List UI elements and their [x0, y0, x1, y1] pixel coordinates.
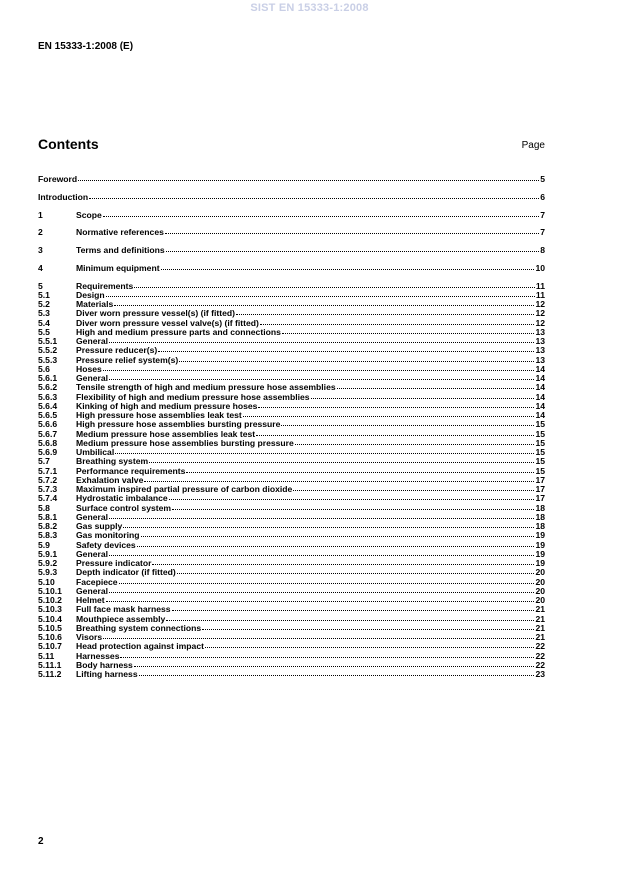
- toc-entry-title: Diver worn pressure vessel(s) (if fitted): [76, 308, 236, 319]
- toc-entry-number: 5.7.2: [38, 474, 58, 485]
- toc-entry-number: 4: [38, 262, 43, 273]
- toc-entry-page: 11: [535, 280, 545, 291]
- toc-entry-number: 5.7.3: [38, 484, 58, 494]
- toc-entry-title: Minimum equipment: [76, 262, 160, 273]
- toc-entry-title: Hoses: [76, 363, 102, 374]
- toc-entry-title: Breathing system: [76, 456, 149, 467]
- toc-entry-page: 18: [535, 502, 545, 513]
- toc-entry-page: 18: [535, 521, 545, 531]
- toc-entry-number: 1: [38, 209, 43, 220]
- toc-entry-page: 18: [535, 511, 545, 522]
- toc-dot-leader: [202, 623, 534, 630]
- toc-dot-leader: [103, 632, 534, 639]
- toc-entry-number: 5.10.7: [38, 641, 62, 652]
- toc-entry-page: 22: [535, 641, 545, 652]
- toc-entry-page: 20: [535, 567, 545, 578]
- toc-entry-title: General: [76, 585, 109, 596]
- toc-entry[interactable]: [38, 228, 545, 237]
- toc-dot-leader: [258, 401, 534, 408]
- toc-dot-leader: [123, 521, 534, 528]
- toc-entry-number: 5.6.6: [38, 419, 58, 430]
- toc-entry-number: 5.9.2: [38, 558, 58, 568]
- toc-entry-number: 5.8: [38, 502, 50, 513]
- toc-entry[interactable]: [38, 246, 545, 255]
- toc-entry-number: 5.5: [38, 326, 50, 337]
- toc-entry-number: 5.10.5: [38, 622, 62, 633]
- toc-entry[interactable]: [38, 264, 545, 273]
- toc-dot-leader: [260, 318, 535, 325]
- toc-dot-leader: [172, 604, 535, 611]
- toc-entry-number: 5.6.1: [38, 373, 58, 383]
- toc-entry-title: Introduction: [38, 191, 89, 202]
- toc-entry-number: 5.8.2: [38, 521, 58, 531]
- toc-entry-number: 5.6.8: [38, 437, 58, 448]
- toc-dot-leader: [119, 577, 535, 584]
- toc-entry-page: 15: [535, 437, 545, 448]
- toc-entry-title: Maximum inspired partial pressure of carbon dioxide: [76, 484, 293, 494]
- toc-entry[interactable]: [38, 211, 545, 220]
- toc-entry-title: Pressure relief system(s): [76, 354, 179, 365]
- toc-entry-title: Tensile strength of high and medium pressure hose assemblies: [76, 382, 336, 393]
- toc-entry-number: 5.11.1: [38, 659, 62, 670]
- toc-entry-page: 15: [535, 465, 545, 476]
- toc-entry-page: 12: [535, 308, 545, 319]
- toc-entry-number: 5.7: [38, 456, 50, 467]
- toc-dot-leader: [134, 281, 535, 288]
- toc-entry-title: Body harness: [76, 659, 133, 670]
- toc-entry-title: Materials: [76, 299, 114, 309]
- toc-entry-number: 5.10.3: [38, 604, 62, 615]
- toc-entry-number: 5.6.4: [38, 400, 58, 411]
- toc-entry-page: 19: [535, 530, 545, 541]
- toc-dot-leader: [172, 503, 534, 510]
- toc-entry-page: 11: [535, 289, 545, 300]
- toc-entry-number: 5.9: [38, 539, 50, 550]
- toc-entry-title: Umbilical: [76, 447, 115, 457]
- toc-dot-leader: [120, 651, 534, 658]
- page-column-label: Page: [521, 140, 545, 151]
- toc-entry-title: Facepiece: [76, 576, 118, 587]
- toc-entry[interactable]: [38, 193, 545, 202]
- toc-dot-leader: [144, 475, 534, 482]
- toc-entry-number: 5.5.2: [38, 345, 58, 356]
- toc-entry-title: Terms and definitions: [76, 245, 165, 255]
- toc-entry-title: High pressure hose assemblies bursting pressure: [76, 419, 281, 430]
- toc-entry-number: 5: [38, 280, 43, 291]
- toc-entry-page: 5: [540, 174, 545, 184]
- toc-dot-leader: [165, 227, 539, 234]
- toc-dot-leader: [293, 484, 534, 491]
- document-id: EN 15333-1:2008 (E): [38, 41, 134, 52]
- toc-dot-leader: [205, 641, 534, 648]
- toc-dot-leader: [109, 336, 534, 343]
- toc-entry-title: General: [76, 548, 109, 559]
- toc-entry-number: 5.4: [38, 317, 50, 328]
- toc-entry-page: 17: [535, 493, 545, 504]
- toc-entry-title: Flexibility of high and medium pressure hose assemblies: [76, 391, 310, 402]
- toc-entry-page: 7: [540, 227, 545, 238]
- toc-entry-page: 10: [535, 262, 545, 273]
- toc-dot-leader: [89, 192, 539, 199]
- toc-dot-leader: [256, 429, 534, 436]
- toc-entry-page: 17: [535, 474, 545, 485]
- toc-entry-title: Visors: [76, 632, 103, 642]
- toc-entry-title: Pressure reducer(s): [76, 345, 158, 356]
- watermark-text: SIST EN 15333-1:2008: [250, 2, 369, 14]
- toc-dot-leader: [137, 540, 535, 547]
- toc-dot-leader: [152, 558, 534, 565]
- toc-dot-leader: [177, 567, 535, 574]
- toc-dot-leader: [78, 174, 539, 181]
- toc-entry-title: Mouthpiece assembly: [76, 613, 166, 624]
- toc-entry-title: Exhalation valve: [76, 474, 144, 485]
- toc-entry-title: Gas supply: [76, 521, 123, 531]
- toc-entry-page: 22: [535, 659, 545, 670]
- toc-dot-leader: [166, 614, 534, 621]
- toc-entry-page: 17: [535, 484, 545, 494]
- toc-entry-page: 20: [535, 585, 545, 596]
- toc-entry-number: 5.3: [38, 308, 50, 319]
- toc-entry-title: Medium pressure hose assemblies leak test: [76, 428, 256, 439]
- toc-entry-title: High and medium pressure parts and connections: [76, 326, 281, 337]
- toc-entry-number: 5.7.1: [38, 465, 58, 476]
- toc-entry-page: 14: [535, 410, 545, 420]
- toc-entry-title: Depth indicator (if fitted): [76, 567, 176, 578]
- toc-dot-leader: [103, 364, 535, 371]
- toc-entry-number: 5.10: [38, 576, 55, 587]
- toc-entry-page: 13: [535, 326, 545, 337]
- toc-entry-number: 5.6.2: [38, 382, 58, 393]
- toc-entry[interactable]: [38, 670, 545, 679]
- toc-entry-page: 14: [535, 391, 545, 402]
- toc-entry-title: Design: [76, 289, 105, 300]
- toc-dot-leader: [236, 308, 534, 315]
- toc-entry-page: 19: [535, 548, 545, 559]
- toc-entry-number: 5.6: [38, 363, 50, 374]
- toc-entry-page: 19: [535, 539, 545, 550]
- toc-entry-title: Harnesses: [76, 650, 120, 661]
- toc-dot-leader: [139, 669, 535, 676]
- toc-dot-leader: [141, 530, 535, 537]
- toc-entry-number: 5.6.3: [38, 391, 58, 402]
- toc-entry-title: Safety devices: [76, 539, 136, 550]
- toc-entry-title: Lifting harness: [76, 669, 138, 679]
- toc-dot-leader: [109, 549, 534, 556]
- toc-entry-page: 22: [535, 650, 545, 661]
- toc-dot-leader: [134, 660, 535, 667]
- toc-entry-page: 21: [535, 632, 545, 642]
- toc-entry-title: Helmet: [76, 595, 105, 605]
- toc-entry-title: Breathing system connections: [76, 622, 202, 633]
- toc-entry-page: 15: [535, 428, 545, 439]
- toc-dot-leader: [149, 456, 534, 463]
- toc-entry-page: 7: [540, 209, 545, 220]
- toc-entry-title: Pressure indicator: [76, 558, 152, 568]
- toc-entry-page: 13: [535, 336, 545, 346]
- toc-entry-page: 13: [535, 354, 545, 365]
- toc-entry-page: 15: [535, 447, 545, 457]
- toc-dot-leader: [114, 299, 534, 306]
- toc-entry-title: General: [76, 373, 109, 383]
- toc-entry-number: 5.1: [38, 289, 50, 300]
- toc-dot-leader: [109, 586, 534, 593]
- toc-entry-page: 21: [535, 622, 545, 633]
- toc-entry-page: 8: [540, 245, 545, 255]
- toc-entry-title: High pressure hose assemblies leak test: [76, 410, 242, 420]
- toc-dot-leader: [166, 245, 540, 252]
- toc-entry-title: Performance requirements: [76, 465, 186, 476]
- toc-dot-leader: [179, 355, 534, 362]
- toc-entry-page: 20: [535, 576, 545, 587]
- toc-entry-number: 5.10.6: [38, 632, 62, 642]
- toc-dot-leader: [281, 419, 534, 426]
- toc-entry-number: 5.10.2: [38, 595, 62, 605]
- toc-entry-page: 14: [535, 373, 545, 383]
- toc-entry-page: 15: [535, 419, 545, 430]
- toc-entry-title: Hydrostatic imbalance: [76, 493, 168, 504]
- toc-entry-title: Normative references: [76, 227, 164, 238]
- toc-entry-number: 5.8.3: [38, 530, 58, 541]
- toc-entry-title: Foreword: [38, 174, 78, 184]
- toc-entry-page: 23: [535, 669, 545, 679]
- page-number: 2: [38, 836, 44, 847]
- toc-entry-page: 12: [535, 299, 545, 309]
- toc-entry-page: 12: [535, 317, 545, 328]
- contents-heading: Contents: [38, 136, 99, 152]
- toc-dot-leader: [311, 392, 535, 399]
- table-of-contents: [38, 175, 545, 679]
- toc-entry-number: 5.9.3: [38, 567, 58, 578]
- toc-entry-number: 5.7.4: [38, 493, 58, 504]
- toc-entry-number: 5.5.1: [38, 336, 58, 346]
- toc-entry-page: 14: [535, 363, 545, 374]
- toc-dot-leader: [295, 438, 535, 445]
- toc-dot-leader: [115, 447, 534, 454]
- toc-entry-number: 5.11: [38, 650, 55, 661]
- toc-dot-leader: [282, 327, 535, 334]
- toc-dot-leader: [158, 345, 534, 352]
- toc-entry-title: Surface control system: [76, 502, 172, 513]
- toc-entry-number: 5.10.1: [38, 585, 62, 596]
- toc-entry-number: 5.6.9: [38, 447, 58, 457]
- toc-dot-leader: [106, 595, 535, 602]
- toc-dot-leader: [103, 210, 539, 217]
- toc-entry-title: Kinking of high and medium pressure hoses: [76, 400, 258, 411]
- toc-entry-title: Gas monitoring: [76, 530, 140, 541]
- toc-dot-leader: [243, 410, 535, 417]
- toc-entry-title: General: [76, 336, 109, 346]
- toc-entry-number: 5.5.3: [38, 354, 58, 365]
- toc-dot-leader: [337, 382, 535, 389]
- toc-entry-page: 21: [535, 604, 545, 615]
- toc-entry-page: 14: [535, 382, 545, 393]
- toc-entry-number: 3: [38, 245, 43, 255]
- toc-entry-title: Scope: [76, 209, 102, 220]
- toc-entry-title: Head protection against impact: [76, 641, 204, 652]
- toc-entry-title: General: [76, 511, 109, 522]
- toc-dot-leader: [169, 493, 535, 500]
- toc-entry-title: Diver worn pressure vessel valve(s) (if fitted): [76, 317, 259, 328]
- toc-entry[interactable]: [38, 175, 545, 184]
- toc-entry-title: Requirements: [76, 280, 134, 291]
- toc-entry-page: 6: [540, 191, 545, 202]
- toc-entry-number: 5.6.7: [38, 428, 58, 439]
- toc-entry-page: 19: [535, 558, 545, 568]
- toc-dot-leader: [106, 290, 535, 297]
- toc-entry-page: 15: [535, 456, 545, 467]
- toc-entry-page: 14: [535, 400, 545, 411]
- toc-entry-number: 5.6.5: [38, 410, 58, 420]
- toc-entry-number: 5.9.1: [38, 548, 58, 559]
- toc-entry-number: 5.10.4: [38, 613, 62, 624]
- toc-entry-number: 2: [38, 227, 43, 238]
- toc-entry-page: 21: [535, 613, 545, 624]
- toc-entry-page: 20: [535, 595, 545, 605]
- toc-entry-title: Medium pressure hose assemblies bursting pressure: [76, 437, 294, 448]
- toc-entry-number: 5.11.2: [38, 669, 62, 679]
- toc-entry-page: 13: [535, 345, 545, 356]
- toc-entry-title: Full face mask harness: [76, 604, 171, 615]
- toc-dot-leader: [161, 263, 535, 270]
- toc-dot-leader: [109, 373, 534, 380]
- toc-entry-number: 5.8.1: [38, 511, 58, 522]
- toc-dot-leader: [186, 466, 534, 473]
- toc-dot-leader: [109, 512, 534, 519]
- toc-entry-number: 5.2: [38, 299, 50, 309]
